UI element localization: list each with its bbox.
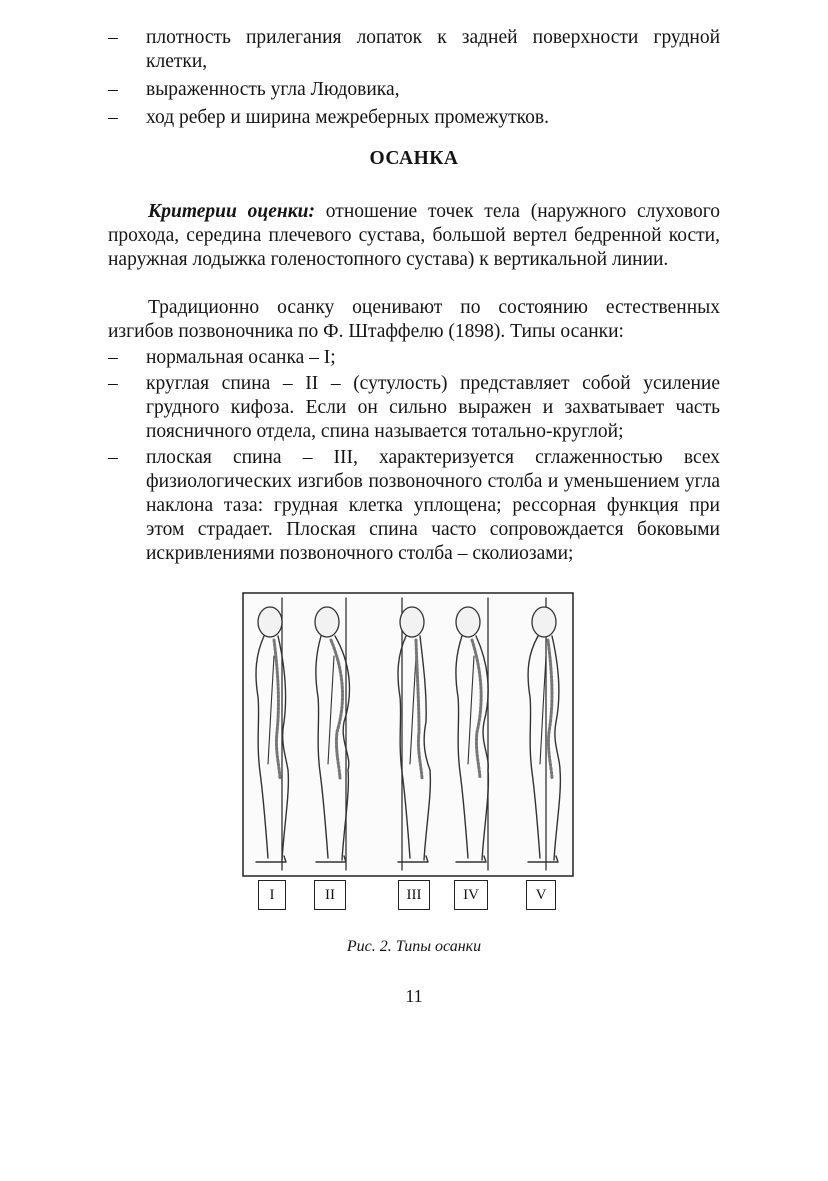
figure-caption: Рис. 2. Типы осанки bbox=[346, 938, 482, 955]
list-item bbox=[108, 346, 720, 370]
head bbox=[258, 607, 282, 637]
dash-marker: – bbox=[108, 27, 118, 48]
posture-illustration bbox=[242, 592, 574, 877]
page-number: 11 bbox=[405, 986, 423, 1006]
list-item-text: ход ребер и ширина межреберных промежутков. bbox=[146, 107, 549, 128]
list-item bbox=[108, 106, 720, 130]
dash-marker: – bbox=[108, 447, 118, 468]
section-heading: ОСАНКА bbox=[369, 148, 459, 169]
head bbox=[532, 607, 556, 637]
posture-label-4: IV bbox=[454, 880, 488, 910]
dash-marker: – bbox=[108, 373, 118, 394]
head bbox=[315, 607, 339, 637]
list-item-text: круглая спина – II – (сутулость) представляет собой усиление грудного кифоза. Если он сильно выражен и захватывает часть поясничного отдела, спина называется тотально-круглой; bbox=[146, 373, 720, 442]
intro-paragraph: Традиционно осанку оценивают по состоянию естественных изгибов позвоночника по Ф. Штаффелю (1898). Типы осанки: bbox=[108, 297, 720, 342]
criteria-label: Критерии оценки: bbox=[148, 201, 315, 222]
dash-marker: – bbox=[108, 79, 118, 100]
list-item-text: плоская спина – III, характеризуется сглаженностью всех физиологических изгибов позвоночного столба и уменьшением угла наклона таза: грудная клетка уплощена; рессорная функция при этом страдает. Плоская спина часто сопровождается боковыми искривлениями позвоночного столба – сколиозами; bbox=[146, 447, 720, 564]
posture-types-list bbox=[108, 346, 720, 566]
dash-marker: – bbox=[108, 347, 118, 368]
list-item bbox=[108, 26, 720, 74]
posture-labels bbox=[242, 880, 574, 916]
criteria-paragraph bbox=[108, 200, 720, 272]
head bbox=[456, 607, 480, 637]
list-item-text: плотность прилегания лопаток к задней поверхности грудной клетки, bbox=[146, 27, 720, 72]
criteria-text: отношение точек тела (наружного слухового прохода, середина плечевого сустава, большой вертел бедренной кости, наружная лодыжка голеностопного сустава) к вертикальной линии. bbox=[108, 201, 720, 270]
list-item bbox=[108, 446, 720, 566]
posture-label-2: II bbox=[314, 880, 346, 910]
posture-figure bbox=[242, 592, 574, 877]
posture-label-3: III bbox=[398, 880, 430, 910]
list-item-text: нормальная осанка – I; bbox=[146, 347, 336, 368]
top-bullet-list bbox=[108, 26, 720, 130]
list-item bbox=[108, 372, 720, 444]
posture-label-5: V bbox=[526, 880, 556, 910]
posture-label-1: I bbox=[258, 880, 286, 910]
list-item-text: выраженность угла Людовика, bbox=[146, 79, 400, 100]
list-item bbox=[108, 78, 720, 102]
head bbox=[400, 607, 424, 637]
dash-marker: – bbox=[108, 107, 118, 128]
